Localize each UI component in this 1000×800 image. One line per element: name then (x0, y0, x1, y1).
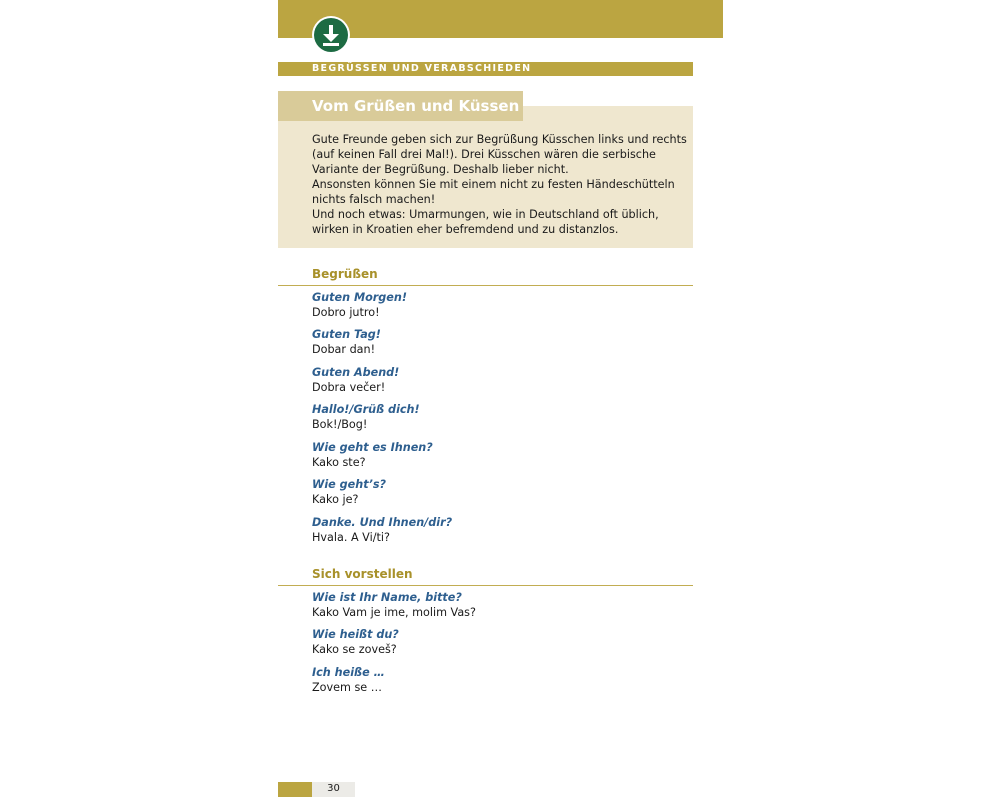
phrase-item (312, 440, 433, 470)
page-number: 30 (327, 783, 340, 794)
phrase-german: Ich heiße … (312, 666, 385, 679)
info-line: Gute Freunde geben sich zur Begrüßung Küsschen links und rechts (312, 133, 687, 146)
phrase-german: Wie heißt du? (312, 628, 399, 641)
section-divider (278, 285, 693, 286)
phrase-croatian: Kako se zoveš? (312, 643, 397, 656)
phrase-item (312, 365, 399, 395)
info-line: nichts falsch machen! (312, 193, 436, 206)
phrase-german: Hallo!/Grüß dich! (312, 403, 420, 416)
phrase-croatian: Dobra večer! (312, 381, 386, 394)
footer-color-bar (278, 782, 312, 797)
phrase-item (312, 327, 381, 357)
info-box-title: Vom Grüßen und Küssen (312, 97, 520, 115)
phrase-item (312, 515, 452, 545)
phrase-german: Wie ist Ihr Name, bitte? (312, 591, 462, 604)
section-title-introduce: Sich vorstellen (312, 567, 413, 581)
info-line: Variante der Begrüßung. Deshalb lieber nicht. (312, 163, 569, 176)
download-arrow-icon (312, 16, 350, 54)
info-line: Ansonsten können Sie mit einem nicht zu festen Händeschütteln (312, 178, 675, 191)
phrase-item (312, 590, 476, 620)
phrase-item (312, 290, 407, 320)
section-divider (278, 585, 693, 586)
phrase-croatian: Kako ste? (312, 456, 366, 469)
phrase-german: Guten Abend! (312, 366, 400, 379)
section-title-greeting: Begrüßen (312, 267, 378, 281)
phrase-croatian: Hvala. A Vi/ti? (312, 531, 390, 544)
section-header-bar (278, 62, 693, 76)
info-box (278, 121, 693, 248)
info-line: Und noch etwas: Umarmungen, wie in Deutschland oft üblich, (312, 208, 659, 221)
info-line: wirken in Kroatien eher befremdend und zu distanzlos. (312, 223, 619, 236)
phrase-croatian: Kako je? (312, 493, 359, 506)
page-number-box (312, 782, 355, 797)
phrase-croatian: Dobar dan! (312, 343, 376, 356)
phrase-croatian: Bok!/Bog! (312, 418, 368, 431)
phrase-item (312, 477, 386, 507)
phrase-croatian: Zovem se … (312, 681, 382, 694)
section-header-label: BEGRÜSSEN UND VERABSCHIEDEN (312, 63, 532, 74)
phrase-item (312, 627, 399, 657)
phrase-german: Danke. Und Ihnen/dir? (312, 516, 453, 529)
info-line: (auf keinen Fall drei Mal!). Drei Küsschen wären die serbische (312, 148, 656, 161)
info-box-text (312, 132, 687, 237)
info-box-tab-filler (523, 106, 693, 121)
phrase-german: Wie geht’s? (312, 478, 386, 491)
phrase-german: Guten Tag! (312, 328, 381, 341)
phrase-german: Guten Morgen! (312, 291, 407, 304)
info-box-title-tab (278, 91, 523, 121)
phrase-item (312, 402, 420, 432)
download-icon[interactable] (312, 16, 350, 54)
phrase-item (312, 665, 385, 695)
phrase-croatian: Dobro jutro! (312, 306, 380, 319)
phrase-german: Wie geht es Ihnen? (312, 441, 433, 454)
phrase-croatian: Kako Vam je ime, molim Vas? (312, 606, 476, 619)
